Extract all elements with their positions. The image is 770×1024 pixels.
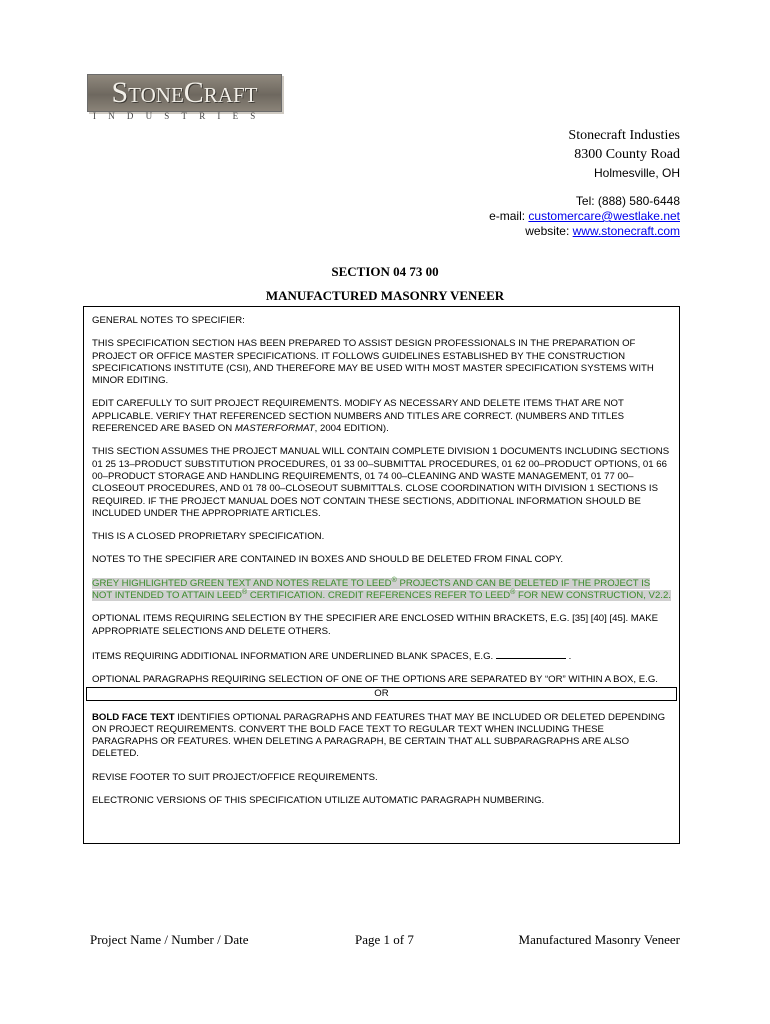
- footer-section-title: Manufactured Masonry Veneer: [518, 932, 680, 947]
- website-label: website:: [525, 224, 573, 238]
- blanks-text-end: .: [565, 650, 572, 662]
- registered-mark: ®: [241, 588, 248, 596]
- email-label: e-mail:: [489, 209, 529, 223]
- logo-subtitle: INDUSTRIES: [93, 111, 268, 121]
- note-masterformat: MASTERFORMAT: [234, 423, 315, 435]
- company-street: 8300 County Road: [574, 147, 680, 162]
- note-edit-text: EDIT CAREFULLY TO SUIT PROJECT REQUIREMENTS. MODIFY AS NECESSARY AND DELETE ITEMS THAT ARE NOT APPLICABLE. VERIFY THAT REFERENCED SECTION NUMBERS AND TITLES ARE CORRECT. (NUMBERS AND TITLES REFERENCED ARE BASED ON: [92, 398, 625, 435]
- company-website-line: [525, 224, 680, 238]
- company-name: Stonecraft Industies: [568, 128, 680, 143]
- note-paragraph-electronic: ELECTRONIC VERSIONS OF THIS SPECIFICATION UTILIZE AUTOMATIC PARAGRAPH NUMBERING.: [92, 795, 545, 807]
- registered-mark: ®: [510, 588, 516, 596]
- blanks-text: ITEMS REQUIRING ADDITIONAL INFORMATION ARE UNDERLINED BLANK SPACES, E.G.: [92, 650, 496, 662]
- note-paragraph-footer: REVISE FOOTER TO SUIT PROJECT/OFFICE REQUIREMENTS.: [92, 771, 378, 783]
- blank-space-example: [496, 649, 566, 659]
- footer-project-info: Project Name / Number / Date: [90, 932, 249, 947]
- note-paragraph-blanks: [92, 649, 671, 663]
- notes-heading: GENERAL NOTES TO SPECIFIER:: [92, 315, 245, 326]
- note-paragraph-brackets: OPTIONAL ITEMS REQUIRING SELECTION BY THE SPECIFIER ARE ENCLOSED WITHIN BRACKETS, E.G. [35] [40] [45]. MAKE APPROPRIATE SELECTIONS AND DELETE OTHERS.: [92, 613, 658, 637]
- website-link[interactable]: www.stonecraft.com: [572, 224, 680, 238]
- email-link[interactable]: customercare@westlake.net: [528, 209, 680, 223]
- note-paragraph-proprietary: THIS IS A CLOSED PROPRIETARY SPECIFICATION.: [92, 531, 325, 543]
- or-separator-box: OR: [86, 687, 677, 701]
- note-paragraph-division1: THIS SECTION ASSUMES THE PROJECT MANUAL WILL CONTAIN COMPLETE DIVISION 1 DOCUMENTS INCLUDING SECTIONS 01 25 13–PRODUCT SUBSTITUTION PROCEDURES, 01 33 00–SUBMITTAL PROCEDURES, 01 62 00–PRODUCT OPTIONS, 01 66 00–PRODUCT STORAGE AND HANDLING REQUIREMENTS, 01 74 00–CLEANING AND WASTE MANAGEMENT, 01 77 00–CLOSEOUT PROCEDURES, AND 01 78 00–CLOSEOUT SUBMITTALS. CLOSE COORDINATION WITH DIVISION 1 SECTIONS IS REQUIRED. IF THE PROJECT MANUAL DOES NOT CONTAIN THESE SECTIONS, ADDITIONAL INFORMATION SHOULD BE INCLUDED UNDER THE APPROPRIATE ARTICLES.: [92, 446, 670, 519]
- note-edit-text-end: , 2004 EDITION).: [314, 423, 389, 435]
- company-city: Holmesville, OH: [593, 166, 680, 180]
- note-paragraph-leed: [92, 578, 671, 603]
- bold-face-label: BOLD FACE TEXT: [92, 711, 175, 723]
- section-title: MANUFACTURED MASONRY VENEER: [265, 288, 505, 303]
- footer-page-number: Page 1 of 7: [355, 932, 414, 947]
- company-phone: Tel: (888) 580-6448: [575, 194, 680, 208]
- leed-text-3: CERTIFICATION. CREDIT REFERENCES REFER TO LEED: [247, 590, 511, 602]
- leed-text-4: FOR NEW CONSTRUCTION, V2.2.: [515, 590, 671, 602]
- logo-wordmark: StoneCraft: [111, 76, 258, 109]
- note-paragraph-purpose: THIS SPECIFICATION SECTION HAS BEEN PREPARED TO ASSIST DESIGN PROFESSIONALS IN THE PREPARATION OF PROJECT OR OFFICE MASTER SPECIFICATIONS. IT FOLLOWS GUIDELINES ESTABLISHED BY THE CONSTRUCTION SPECIFICATIONS INSTITUTE (CSI), AND THEREFORE MAY BE USED WITH MOST MASTER SPECIFICATION SYSTEMS WITH MINOR EDITING.: [92, 338, 654, 387]
- note-paragraph-bold: [92, 712, 671, 761]
- logo-stone-banner: [87, 74, 282, 112]
- company-logo: [87, 74, 287, 121]
- specifier-notes-box: [83, 306, 680, 844]
- note-paragraph-boxes: NOTES TO THE SPECIFIER ARE CONTAINED IN BOXES AND SHOULD BE DELETED FROM FINAL COPY.: [92, 554, 564, 566]
- registered-mark: ®: [391, 576, 397, 584]
- bold-face-text: IDENTIFIES OPTIONAL PARAGRAPHS AND FEATURES THAT MAY BE INCLUDED OR DELETED DEPENDING ON PROJECT REQUIREMENTS. CONVERT THE BOLD FACE TEXT TO REGULAR TEXT WHEN INCLUDING THESE PARAGRAPHS OR FEATURES. WHEN DELETING A PARAGRAPH, BE CERTAIN THAT ALL SUBPARAGRAPHS ARE ALSO DELETED.: [92, 711, 666, 760]
- section-number: SECTION 04 73 00: [331, 264, 439, 279]
- note-paragraph-edit: [92, 398, 671, 435]
- company-email-line: [489, 209, 680, 223]
- leed-text-2: PROJECTS AND CAN BE DELETED IF THE PROJECT IS NOT INTENDED TO ATTAIN LEED: [92, 577, 651, 602]
- leed-text-1: GREY HIGHLIGHTED GREEN TEXT AND NOTES RELATE TO LEED: [92, 577, 392, 589]
- note-paragraph-or: OPTIONAL PARAGRAPHS REQUIRING SELECTION OF ONE OF THE OPTIONS ARE SEPARATED BY “OR” WITHIN A BOX, E.G.: [92, 674, 658, 686]
